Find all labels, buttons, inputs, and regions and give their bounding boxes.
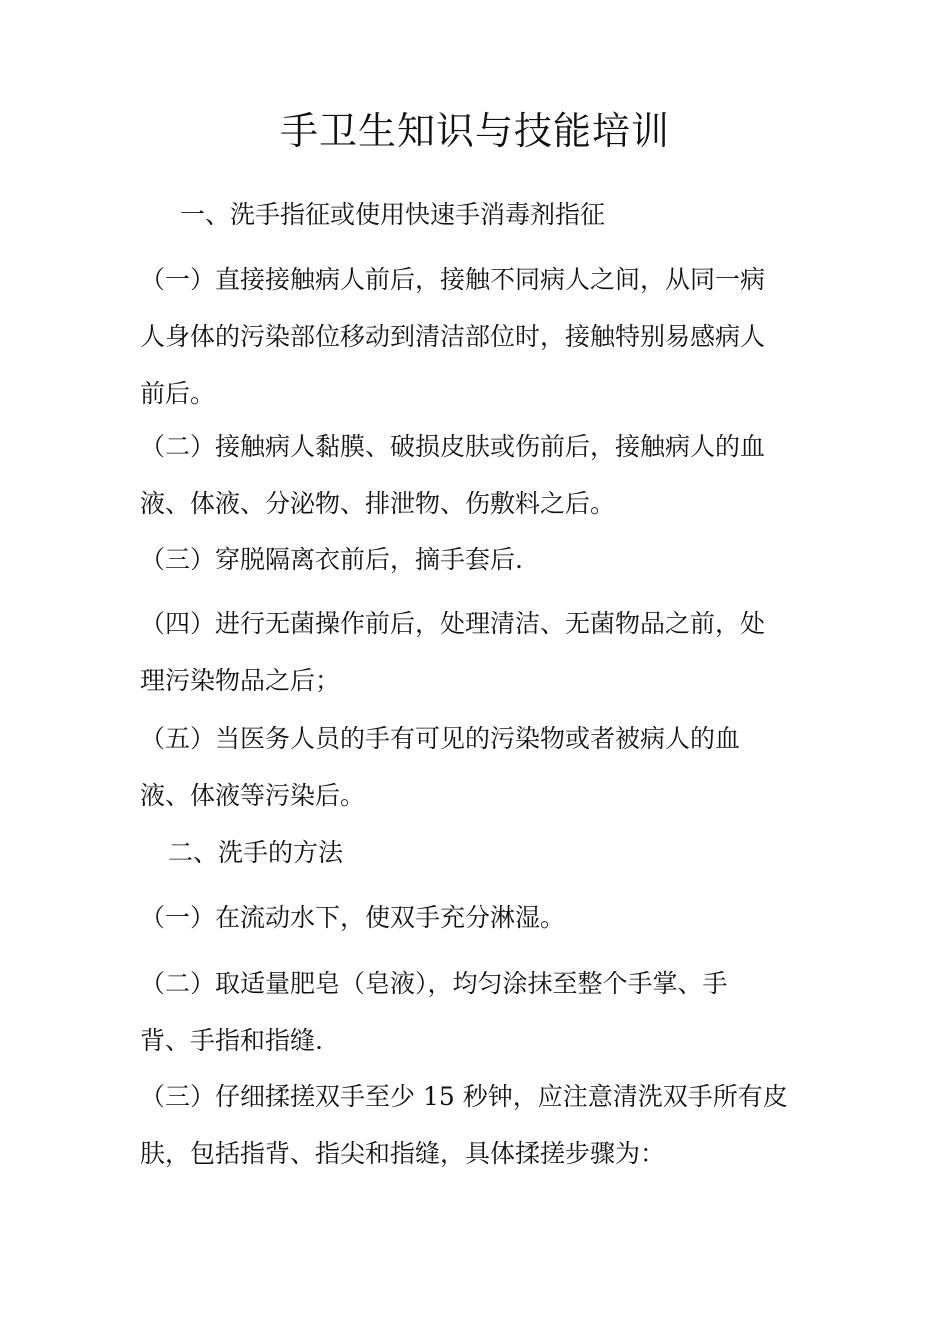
text-line: （四）进行无菌操作前后，处理清洁、无菌物品之前，处 [140,609,766,638]
text-line: （一）直接接触病人前后，接触不同病人之间，从同一病 [140,265,766,294]
document-title: 手卫生知识与技能培训 [279,109,670,153]
text-line: 前后。 [140,379,216,408]
text-line: （一）在流动水下，使双手充分淋湿。 [140,903,566,932]
text-line: （二）取适量肥皂（皂液），均匀涂抹至整个手掌、手 [140,969,728,998]
paragraph-indication-3 [140,547,830,573]
paragraph-indication-1 [140,267,830,407]
text-line: （三）仔细揉搓双手至少 15 秒钟，应注意清洗双手所有皮 [140,1082,788,1111]
text-line: （三）穿脱隔离衣前后，摘手套后. [140,545,523,574]
paragraph-indication-5 [140,726,830,809]
paragraph-method-2 [140,971,830,1054]
paragraph-indication-2 [140,434,830,517]
text-line: 液、体液等污染后。 [140,781,366,810]
text-line: （二）接触病人黏膜、破损皮肤或伤前后，接触病人的血 [140,432,766,461]
text-line: 液、体液、分泌物、排泄物、伤敷料之后。 [140,489,616,518]
text-line: 人身体的污染部位移动到清洁部位时，接触特别易感病人 [140,322,766,351]
text-line: 背、手指和指缝. [140,1026,323,1055]
paragraph-indication-4 [140,611,830,694]
paragraph-method-1 [140,905,830,931]
paragraph-method-3 [140,1084,830,1167]
section-heading-indications: 一、洗手指征或使用快速手消毒剂指征 [180,200,606,229]
text-line: （五）当医务人员的手有可见的污染物或者被病人的血 [140,724,741,753]
text-line: 理污染物品之后； [140,666,341,695]
text-line: 肤，包括指背、指尖和指缝，具体揉搓步骤为： [140,1139,666,1168]
section-heading-handwashing-method: 二、洗手的方法 [168,838,344,867]
